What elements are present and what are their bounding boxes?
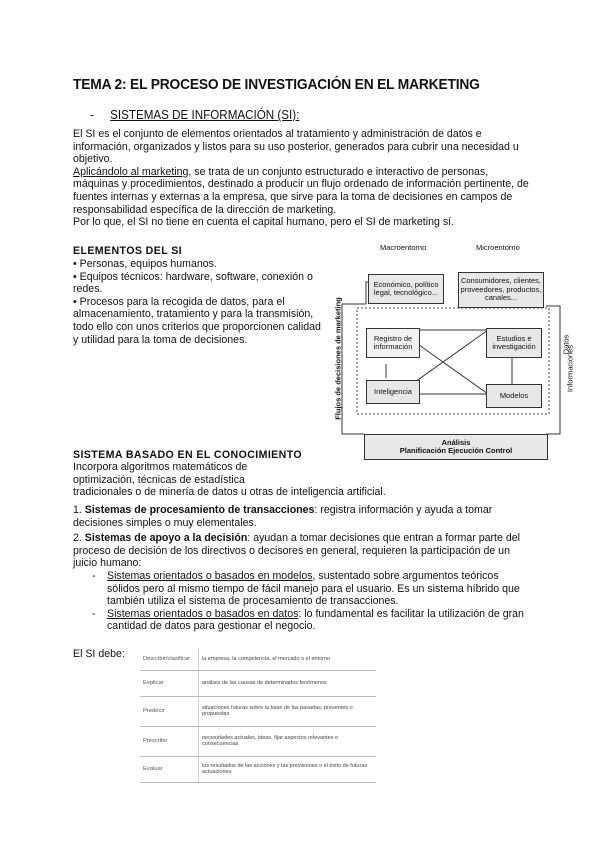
micro-label: Microentorno bbox=[476, 243, 520, 252]
table-row bbox=[140, 670, 376, 696]
item-bold: Sistemas de procesamiento de transacciones bbox=[84, 504, 315, 516]
list-item: • Personas, equipos humanos. bbox=[73, 258, 217, 270]
section-heading-text: SISTEMAS DE INFORMACIÓN (SI): bbox=[110, 108, 300, 122]
dash: - bbox=[90, 108, 94, 122]
page-title: TEMA 2: EL PROCESO DE INVESTIGACIÓN EN EL MARKETING bbox=[73, 76, 480, 93]
subitem-list bbox=[92, 570, 528, 633]
macro-box: Económico, político legal, tecnológico... bbox=[368, 274, 444, 304]
table-cell: situaciones futuras sobre la base de las pasadas, presentes o propuestas bbox=[199, 696, 377, 726]
flow-line bbox=[546, 306, 560, 434]
conocimiento-heading: SISTEMA BASADO EN EL CONOCIMIENTO bbox=[73, 449, 303, 461]
subitem-rest: : lo fundamental es facilitar la utilización de gran cantidad de datos para gestionar el negocio. bbox=[107, 607, 524, 633]
si-definition bbox=[73, 128, 533, 229]
subitem-text bbox=[107, 608, 528, 633]
estudios-box: Estudios e investigación bbox=[486, 328, 542, 358]
elementos-list bbox=[73, 258, 321, 346]
underlined-text: Sistemas orientados o basados en datos bbox=[107, 607, 299, 620]
table-row bbox=[140, 756, 376, 782]
table-cell: la empresa, la competencia, el mercado o el entorno bbox=[199, 648, 377, 670]
item-1 bbox=[73, 504, 528, 529]
text-line: Incorpora algoritmos matemáticos de bbox=[73, 461, 248, 473]
elementos-heading: ELEMENTOS DEL SI bbox=[73, 245, 183, 257]
text-line: tradicionales o de minería de datos u otras de inteligencia artificial. bbox=[73, 486, 386, 499]
table-cell: necesidades actuales, ideas, fijar aspectos relevantes o consecuencias bbox=[199, 726, 377, 756]
table-cell: Prescribir bbox=[140, 726, 199, 756]
underlined-text: Sistemas orientados o basados en modelos bbox=[107, 570, 313, 582]
table-row bbox=[140, 726, 376, 756]
item-number: 1. bbox=[73, 504, 82, 516]
inteligencia-box: Inteligencia bbox=[366, 380, 420, 404]
micro-box: Consumidores, clientes, proveedores, productos, canales... bbox=[458, 272, 544, 308]
section-heading bbox=[90, 108, 299, 122]
dash: - bbox=[92, 607, 96, 620]
subitem-rest: , sustentado sobre argumentos teóricos sólidos pero al mismo tiempo de fácil manejo para el usuario. Es un sistema híbrido que también utiliza el sistema de procesamiento de transacciones. bbox=[107, 570, 520, 608]
paragraph-text: , se trata de un conjunto estructurado e interactivo de personas, máquinas y procedimientos, destinado a producir un flujo ordenado de información pertinente, de fuentes internas y externas a la empresa, que sirve para la toma de decisiones en campos de responsabilidad específica de la dirección de marketing. bbox=[73, 165, 529, 216]
modelos-box: Modelos bbox=[486, 384, 542, 408]
table-cell: Explicar bbox=[140, 670, 199, 696]
dash: - bbox=[92, 570, 96, 582]
paragraph: El SI es el conjunto de elementos orientados al tratamiento y administración de datos e información, organizados y listos para su uso posterior, generados para cubrir una necesidad u objetivo. bbox=[73, 128, 519, 166]
table-row bbox=[140, 696, 376, 726]
table-cell: Describir/clasificar bbox=[140, 648, 199, 670]
macro-label: Macroentorno bbox=[380, 243, 427, 252]
item-text: : registra información y ayuda a tomar decisiones simples o muy elementales. bbox=[73, 504, 493, 529]
underlined-text: Aplicándolo al marketing bbox=[73, 165, 189, 178]
list-item: • Procesos para la recogida de datos, para el almacenamiento, tratamiento y para la transmisión, todo ello con unos criterios que proporcionen calidad y utilidad para la toma de decisiones. bbox=[73, 295, 321, 346]
text-line: optimización, técnicas de estadística bbox=[73, 473, 245, 486]
paragraph: Por lo que, el SI no tiene en cuenta el capital humano, pero el SI de marketing sí. bbox=[73, 216, 455, 229]
item-2 bbox=[73, 532, 528, 570]
table-row bbox=[140, 648, 376, 670]
bottom-label: Planificación Ejecución Control bbox=[399, 446, 513, 455]
right-vertical-label-2: Datos bbox=[561, 334, 571, 355]
table-cell: Predecir bbox=[140, 696, 199, 726]
item-bold: Sistemas de apoyo a la decisión bbox=[84, 532, 248, 544]
si-debe-label: El SI debe: bbox=[73, 648, 125, 660]
item-number: 2. bbox=[73, 532, 82, 544]
table-cell: Evaluar bbox=[140, 756, 199, 782]
registro-box: Registro de información bbox=[366, 328, 420, 358]
list-item: • Equipos técnicos: hardware, software, conexión o redes. bbox=[73, 270, 313, 296]
table-cell: análisis de las causas de determinados fenómenos bbox=[199, 670, 377, 696]
subitem-text bbox=[107, 570, 528, 608]
right-vertical-label: Informaciones bbox=[565, 344, 575, 393]
analisis-box bbox=[364, 434, 548, 460]
si-marketing-diagram bbox=[328, 243, 575, 456]
subitem bbox=[92, 608, 528, 633]
item-text: : ayudan a tomar decisiones que entran a formar parte del proceso de decisión de los directivos o decisores en general, requieren la participación de un juicio humano: bbox=[73, 532, 520, 570]
left-vertical-label: Flujos de decisiones de marketing bbox=[333, 297, 343, 420]
conocimiento-text bbox=[73, 461, 493, 499]
analisis-label: Análisis bbox=[441, 437, 471, 447]
si-functions-table bbox=[140, 648, 376, 783]
table-cell: los resultados de las acciones y las previsiones o el éxito de futuras actuaciones bbox=[199, 756, 377, 782]
subitem bbox=[92, 570, 528, 608]
paragraph bbox=[73, 166, 533, 216]
